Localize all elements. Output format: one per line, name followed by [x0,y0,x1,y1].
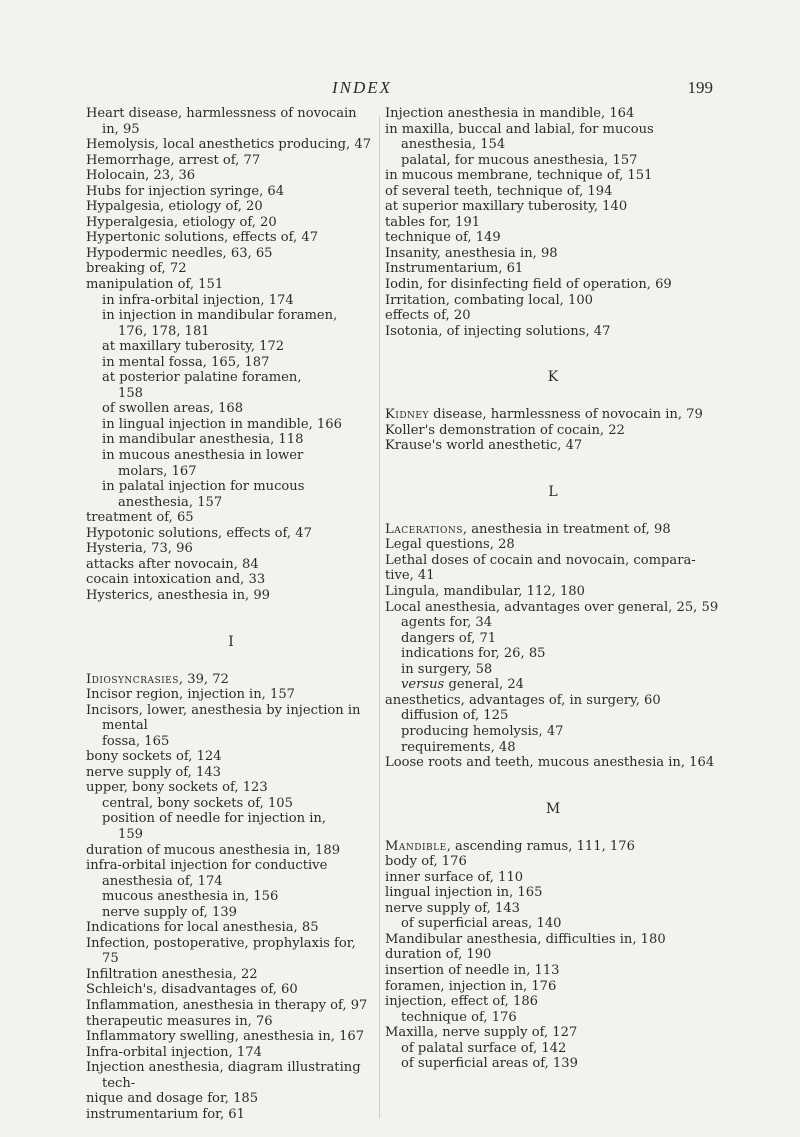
index-entry: Loose roots and teeth, mucous anesthesia in, 164 [385,755,715,771]
index-subentry: requirements, 48 [401,739,516,755]
index-subentry: anesthesia, 157 [118,494,223,510]
index-subentry: nique and dosage for, 185 [86,1091,259,1107]
running-title: INDEX [332,78,393,97]
section-letter-l: L [548,483,558,500]
index-subentry: 159 [118,826,143,842]
page-number: 199 [687,78,713,97]
index-subentry: cocain intoxication and, 33 [86,572,266,588]
index-subentry: molars, 167 [118,463,197,479]
section-letter-i: I [228,633,234,650]
index-entry: Hysteria, 73, 96 [86,541,193,557]
index-subentry: in surgery, 58 [401,661,493,677]
section-letter-m: M [545,800,561,817]
index-entry: Idiosyncrasies, 39, 72 [86,671,229,687]
index-entry: Infiltration anesthesia, 22 [86,966,258,982]
index-subentry: position of needle for injection in, [102,811,327,827]
index-entry: Maxilla, nerve supply of, 127 [385,1025,578,1041]
index-subentry: nerve supply of, 143 [385,900,520,916]
index-subentry: at maxillary tuberosity, 172 [102,339,285,355]
index-subentry: Schleich's, disadvantages of, 60 [86,982,298,998]
index-entry: Hubs for injection syringe, 64 [86,183,285,199]
index-subentry: indications for, 26, 85 [401,646,546,662]
index-subentry: injection, effect of, 186 [385,994,538,1010]
index-subentry: body of, 176 [385,854,467,870]
index-entry: Hypotonic solutions, effects of, 47 [86,525,312,541]
index-subentry: of superficial areas, 140 [401,916,562,932]
index-subentry: attacks after novocain, 84 [86,556,259,572]
index-subentry: treatment of, 65 [86,510,194,526]
index-subentry: palatal, for mucous anesthesia, 157 [401,152,638,168]
index-entry: Hemolysis, local anesthetics producing, 47 [86,137,372,153]
column-divider [379,116,380,1118]
index-subentry: at posterior palatine foramen, [102,370,302,386]
index-subentry: anesthesia of, 174 [102,873,223,889]
index-entry: Koller's demonstration of cocain, 22 [385,422,625,438]
index-subentry: in mucous anesthesia in lower [102,448,304,464]
index-entry: Injection anesthesia in mandible, 164 [385,106,635,121]
index-subentry: therapeutic measures in, 76 [86,1013,273,1029]
index-entry: Incisors, lower, anesthesia by injection in mental [86,702,361,734]
index-subentry: inner surface of, 110 [385,869,524,885]
index-column-right [385,106,721,1072]
index-column-left [86,106,376,1122]
index-entry: Hemorrhage, arrest of, 77 [86,152,261,168]
index-subentry: tables for, 191 [385,214,481,230]
index-subentry: dangers of, 71 [401,630,497,646]
index-subentry: bony sockets of, 124 [86,749,222,765]
index-subentry: insertion of needle in, 113 [385,962,560,978]
index-subentry: foramen, injection in, 176 [385,978,557,994]
index-subentry: lingual injection in, 165 [385,885,543,901]
index-subentry: of palatal surface of, 142 [401,1040,567,1056]
index-entry: Lingula, mandibular, 112, 180 [385,584,585,600]
index-subentry: in palatal injection for mucous [102,479,305,495]
index-subentry: nerve supply of, 139 [102,904,237,920]
index-subentry: manipulation of, 151 [86,277,224,293]
index-subentry: in lingual injection in mandible, 166 [102,416,342,432]
index-entry: Infra-orbital injection, 174 [86,1044,262,1060]
index-entry: Inflammation, anesthesia in therapy of, 97 [86,997,368,1013]
index-subentry: in mucous membrane, technique of, 151 [385,168,653,184]
section-letter-k: K [547,369,559,386]
index-subentry: technique of, 149 [385,230,501,246]
index-entry: Krause's world anesthetic, 47 [385,438,583,454]
index-entry: Isotonia, of injecting solutions, 47 [385,323,611,339]
index-subentry: in maxilla, buccal and labial, for mucous [385,121,654,137]
index-subentry: at superior maxillary tuberosity, 140 [385,199,628,215]
index-entry: Infection, postoperative, prophylaxis for, 75 [86,935,356,967]
index-subentry: in mandibular anesthesia, 118 [102,432,304,448]
index-entry: Indications for local anesthesia, 85 [86,920,319,936]
index-subentry: versus general, 24 [401,677,524,693]
index-subentry: of superficial areas of, 139 [401,1056,578,1072]
index-subentry: anesthesia, 154 [401,137,506,153]
index-subentry: technique of, 176 [401,1009,517,1025]
index-subentry: infra-orbital injection for conductive [86,858,328,874]
index-subentry: fossa, 165 [102,733,170,749]
index-entry: Lethal doses of cocain and novocain, compara- [385,552,696,568]
index-entry: Hypertonic solutions, effects of, 47 [86,230,319,246]
index-subentry: in mental fossa, 165, 187 [102,354,270,370]
index-subentry: in infra-orbital injection, 174 [102,292,294,308]
index-entry: Hypalgesia, etiology of, 20 [86,199,263,215]
index-subentry: 158 [118,385,143,401]
index-entry: Irritation, combating local, 100 [385,292,593,308]
index-subentry: effects of, 20 [385,308,471,324]
index-subentry: central, bony sockets of, 105 [102,795,293,811]
index-entry: Heart disease, harmlessness of novocain in, 95 [86,106,357,137]
index-subentry: 176, 178, 181 [118,323,210,339]
index-subentry: of several teeth, technique of, 194 [385,183,613,199]
index-subentry: breaking of, 72 [86,261,187,277]
index-subentry: upper, bony sockets of, 123 [86,780,268,796]
index-entry: Mandible, ascending ramus, 111, 176 [385,838,635,854]
index-subentry: tive, 41 [385,568,435,584]
index-entry: Hypodermic needles, 63, 65 [86,245,273,261]
index-entry: Injection anesthesia, diagram illustrating tech- [86,1060,361,1091]
index-subentry: instrumentarium for, 61 [86,1106,245,1122]
index-entry: Instrumentarium, 61 [385,261,524,277]
index-subentry: duration of mucous anesthesia in, 189 [86,842,341,858]
index-entry: Mandibular anesthesia, difficulties in, 180 [385,931,666,947]
index-entry: Local anesthesia, advantages over general, 25, 59 [385,599,719,615]
index-entry: Insanity, anesthesia in, 98 [385,245,558,261]
index-entry: Hysterics, anesthesia in, 99 [86,587,271,603]
page-header [0,78,800,102]
index-entry: Legal questions, 28 [385,537,515,553]
index-subentry: diffusion of, 125 [401,708,509,724]
index-entry: Iodin, for disinfecting field of operation, 69 [385,277,672,293]
index-subentry: mucous anesthesia in, 156 [102,889,279,905]
index-subentry: agents for, 34 [401,615,493,631]
index-entry: Hyperalgesia, etiology of, 20 [86,214,277,230]
index-subentry: in injection in mandibular foramen, [102,308,338,324]
index-subentry: duration of, 190 [385,947,492,963]
index-entry: Holocain, 23, 36 [86,168,196,184]
index-entry: Incisor region, injection in, 157 [86,687,295,703]
index-entry: Inflammatory swelling, anesthesia in, 167 [86,1029,365,1045]
index-subentry: producing hemolysis, 47 [401,723,564,739]
index-subentry: nerve supply of, 143 [86,764,221,780]
index-subentry: of swollen areas, 168 [102,401,244,417]
index-entry: Kidney disease, harmlessness of novocain in, 79 [385,407,703,423]
index-subentry: anesthetics, advantages of, in surgery, 60 [385,692,661,708]
index-entry: Lacerations, anesthesia in treatment of, 98 [385,521,671,537]
